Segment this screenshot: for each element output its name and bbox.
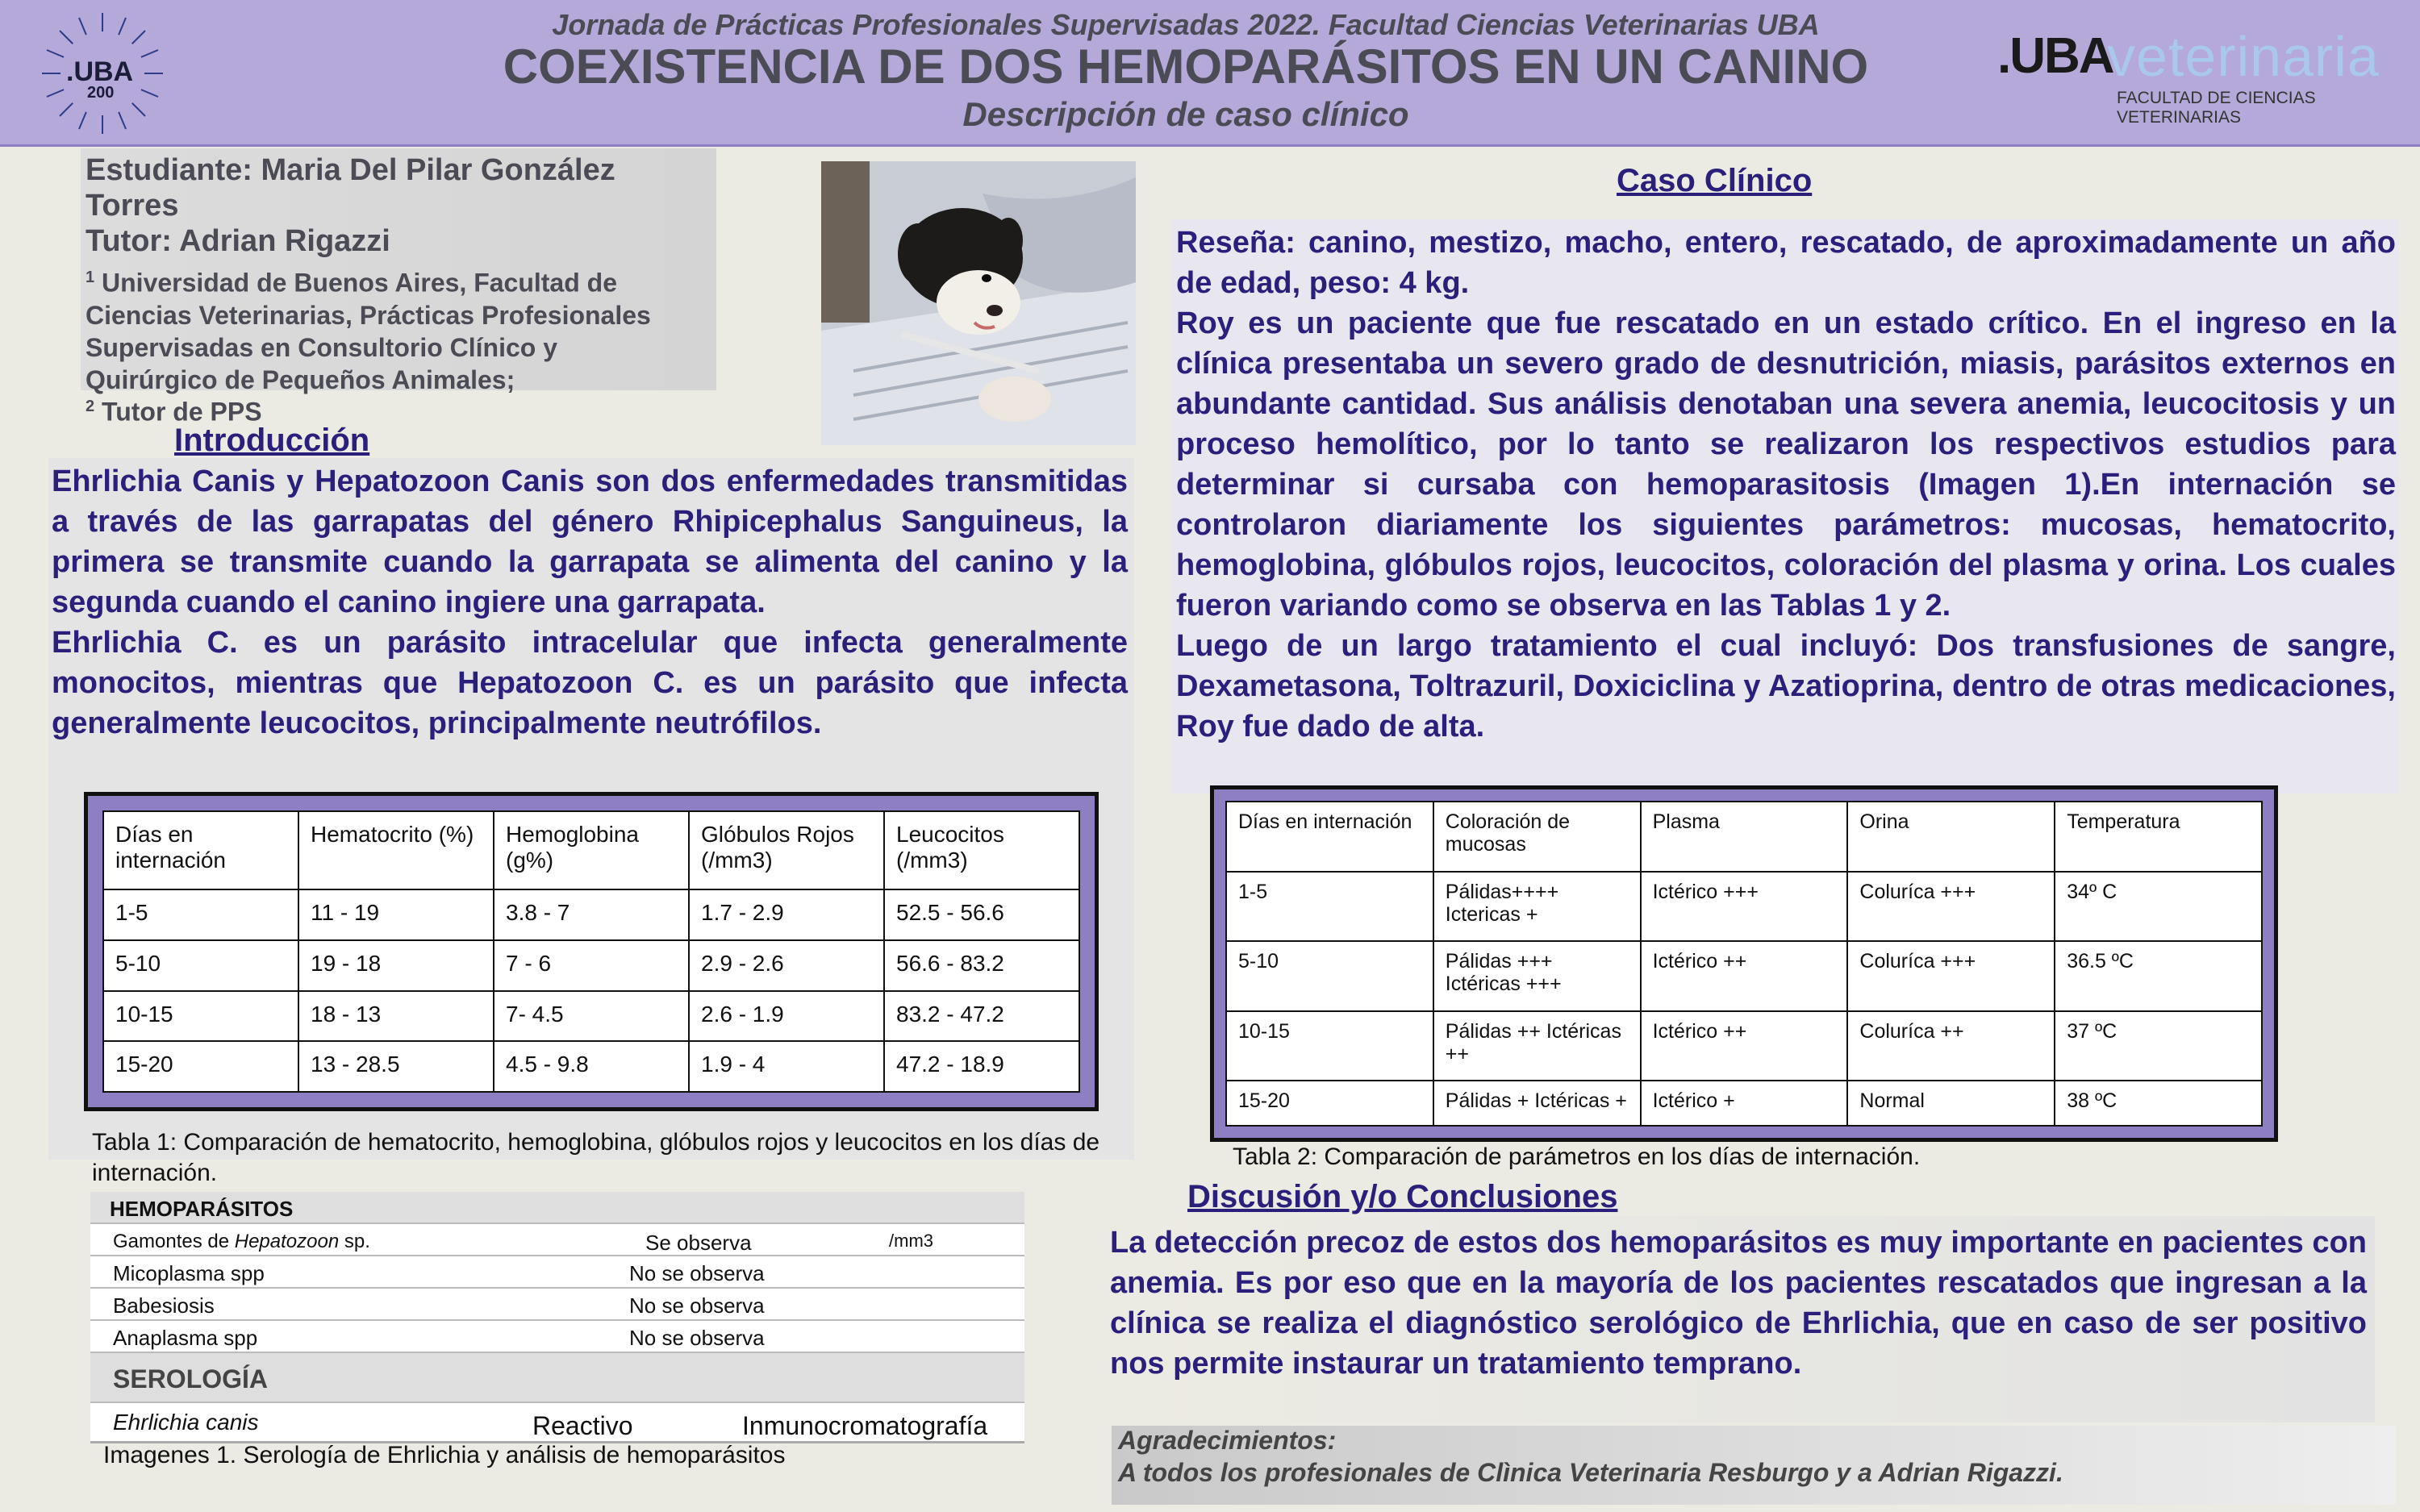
table-cell: 11 - 19 [298, 889, 494, 940]
hemo-section-title: HEMOPARÁSITOS [110, 1197, 294, 1221]
serology-method: Inmunocromatografía [742, 1411, 988, 1440]
affiliation-2-text: Tutor de PPS [102, 397, 262, 427]
table-cell: 15-20 [103, 1041, 298, 1092]
student-name: Estudiante: Maria Del Pilar González [86, 153, 615, 187]
table-row [1226, 872, 2262, 942]
table-row [1226, 941, 2262, 1011]
table-1 [102, 810, 1080, 1093]
acknowledgements-title: Agradecimientos: [1118, 1426, 1337, 1455]
serology-test-name: Ehrlichia canis [113, 1410, 259, 1435]
table-2 [1225, 801, 2263, 1127]
affiliation-1-line-4: Quirúrgico de Pequeños Animales; [86, 364, 515, 394]
table-1-header-cell: Días en internación [103, 811, 298, 889]
table-cell: 37 ºC [2055, 1011, 2262, 1081]
case-paragraph-2: Roy es un paciente que fue rescatado en un estado crítico. En el ingreso en la clínica presentaba un severo grado de desnutrición, miasis, parásitos externos en abundante cantidad. Sus análisis denotaban una severa anemia, leucocitosis y un proceso hemolítico, por lo tanto se realizaron los respectivos estudios para determinar si cursaba con hemoparasitosis (Imagen 1).En internación se controlaron diariamente los siguientes parámetros: mucosas, hematocrito, hemoglobina, glóbulos rojos, leucocitos, coloración del plasma y orina. Los cuales fueron variando como se observa en las Tablas 1 y 2. [1176, 306, 2396, 623]
intro-paragraph-2: Ehrlichia C. es un parásito intracelular que infecta generalmente monocitos, mientras que Hepatozoon C. es un parásito que infecta generalmente leucocitos, principalmente neutrófilos. [52, 626, 1128, 740]
table-cell: Ictérico + [1641, 1081, 1848, 1126]
case-paragraph-3: Luego de un largo tratamiento el cual incluyó: Dos transfusiones de sangre, Dexametasona, Toltrazuril, Doxiciclina y Azatioprina, dentro de otras medicaciones, Roy fue dado de alta. [1176, 629, 2396, 744]
table-2-caption: Tabla 2: Comparación de parámetros en los días de internación. [1233, 1143, 1921, 1170]
table-cell: 83.2 - 47.2 [884, 991, 1079, 1042]
table-1-header-row [103, 811, 1079, 889]
dog-photo [821, 161, 1136, 445]
affiliation-2-marker: 2 [86, 398, 95, 415]
table-2-header-cell: Plasma [1641, 802, 1848, 872]
hemo-row [90, 1321, 1024, 1353]
table-cell: Ictérico +++ [1641, 872, 1848, 942]
table-cell: 15-20 [1226, 1081, 1433, 1126]
table-cell: 38 ºC [2055, 1081, 2262, 1126]
table-cell: 34º C [2055, 872, 2262, 942]
table-1-header-cell: Glóbulos Rojos (/mm3) [689, 811, 884, 889]
table-row [1226, 1081, 2262, 1126]
table-row [103, 1041, 1079, 1092]
table-cell: 1-5 [1226, 872, 1433, 942]
table-cell: 10-15 [103, 991, 298, 1042]
table-2-header-cell: Días en internación [1226, 802, 1433, 872]
table-2-header-cell: Coloración de mucosas [1433, 802, 1641, 872]
intro-text [52, 461, 1128, 744]
conclusions-heading: Discusión y/o Conclusiones [1187, 1179, 1618, 1214]
hemo-row-name: Babesiosis [113, 1293, 215, 1318]
table-cell: 7 - 6 [494, 940, 689, 991]
table-row [1226, 1011, 2262, 1081]
uba-logo-number: 200 [87, 84, 115, 102]
poster-subtitle: Descripción de caso clínico [962, 95, 1409, 133]
table-row [103, 991, 1079, 1042]
hemo-row-unit: /mm3 [889, 1231, 933, 1251]
table-cell: 10-15 [1226, 1011, 1433, 1081]
case-paragraph-1: Reseña: canino, mestizo, macho, entero, rescatado, de aproximadamente un año de edad, peso: 4 kg. [1176, 226, 2396, 300]
table-cell: 3.8 - 7 [494, 889, 689, 940]
table-cell: Coluríca +++ [1847, 941, 2055, 1011]
table-cell: 5-10 [103, 940, 298, 991]
intro-paragraph-1: Ehrlichia Canis y Hepatozoon Canis son dos enfermedades transmitidas a través de las garrapatas del género Rhipicephalus Sanguineus, la primera se transmite cuando la garrapata se alimenta del canino y la segunda cuando el canino ingiere una garrapata. [52, 464, 1128, 619]
hemo-row [90, 1224, 1024, 1256]
uba-veterinaria-logo-uba: .UBA [1997, 28, 2113, 84]
affiliation-1-line-1: Universidad de Buenos Aires, Facultad de [102, 268, 617, 298]
table-row [103, 889, 1079, 940]
serology-row [90, 1403, 1024, 1443]
images-1-caption: Imagenes 1. Serología de Ehrlichia y análisis de hemoparásitos [103, 1442, 786, 1468]
table-2-header-cell: Temperatura [2055, 802, 2262, 872]
table-cell: 47.2 - 18.9 [884, 1041, 1079, 1092]
hemo-row-result: No se observa [629, 1293, 765, 1318]
affiliation-1-marker: 1 [86, 269, 95, 286]
table-cell: Pálidas +++ Ictéricas +++ [1433, 941, 1641, 1011]
hemo-row-name: Gamontes de Hepatozoon sp. [113, 1231, 370, 1252]
student-surname: Torres [86, 189, 179, 223]
table-cell: 2.9 - 2.6 [689, 940, 884, 991]
table-cell: 5-10 [1226, 941, 1433, 1011]
table-cell: 52.5 - 56.6 [884, 889, 1079, 940]
table-1-frame [84, 792, 1099, 1111]
event-name: Jornada de Prácticas Profesionales Supervisadas 2022. Facultad Ciencias Veterinarias UBA [552, 8, 1820, 41]
poster-title: COEXISTENCIA DE DOS HEMOPARÁSITOS EN UN CANINO [503, 40, 1869, 94]
table-cell: Pálidas ++ Ictéricas ++ [1433, 1011, 1641, 1081]
hemoparasites-results-image [90, 1192, 1024, 1443]
hemo-row-result: Se observa [645, 1231, 752, 1255]
table-cell: Normal [1847, 1081, 2055, 1126]
table-cell: 19 - 18 [298, 940, 494, 991]
table-2-header-cell: Orina [1847, 802, 2055, 872]
table-cell: Pálidas + Ictéricas + [1433, 1081, 1641, 1126]
table-cell: 18 - 13 [298, 991, 494, 1042]
table-row [103, 940, 1079, 991]
table-1-header-cell: Hemoglobina (g%) [494, 811, 689, 889]
table-cell: 4.5 - 9.8 [494, 1041, 689, 1092]
table-1-header-cell: Hematocrito (%) [298, 811, 494, 889]
table-cell: Coluríca +++ [1847, 872, 2055, 942]
table-cell: 13 - 28.5 [298, 1041, 494, 1092]
table-cell: 2.6 - 1.9 [689, 991, 884, 1042]
hemo-row [90, 1289, 1024, 1321]
hemo-section-header [90, 1192, 1024, 1224]
table-cell: 56.6 - 83.2 [884, 940, 1079, 991]
serology-section-header [90, 1353, 1024, 1403]
table-cell: Ictérico ++ [1641, 1011, 1848, 1081]
conclusions-text: La detección precoz de estos dos hemoparásitos es muy importante en pacientes con anemia. Es por eso que en la mayoría de los pacientes rescatados que ingresan a la clínica se realiza el diagnóstico serológico de Ehrlichia, que en caso de ser positivo nos permite instaurar un tratamiento temprano. [1110, 1226, 2367, 1381]
tutor-name: Tutor: Adrian Rigazzi [86, 224, 390, 258]
hemo-row [90, 1256, 1024, 1289]
hemo-row-name: Micoplasma spp [113, 1261, 265, 1285]
affiliation-1 [86, 261, 651, 396]
uba-veterinaria-logo-word: veterinaria [2107, 25, 2380, 88]
table-cell: Ictérico ++ [1641, 941, 1848, 1011]
uba-logo-text: .UBA [66, 56, 134, 87]
hemo-row-result: No se observa [629, 1261, 765, 1285]
case-heading: Caso Clínico [1617, 163, 1813, 198]
affiliation-1-line-3: Supervisadas en Consultorio Clínico y [86, 332, 558, 362]
table-cell: 1.9 - 4 [689, 1041, 884, 1092]
hemo-row-result: No se observa [629, 1326, 765, 1350]
table-cell: Pálidas++++ Ictericas + [1433, 872, 1641, 942]
affiliation-1-line-2: Ciencias Veterinarias, Prácticas Profesionales [86, 300, 651, 330]
serology-section-title: SEROLOGÍA [113, 1364, 269, 1393]
table-cell: 1-5 [103, 889, 298, 940]
table-1-header-cell: Leucocitos (/mm3) [884, 811, 1079, 889]
table-1-caption: Tabla 1: Comparación de hematocrito, hemoglobina, glóbulos rojos y leucocitos en los días de internación. [92, 1129, 1100, 1186]
table-cell: 36.5 ºC [2055, 941, 2262, 1011]
table-2-header-row [1226, 802, 2262, 872]
hemo-row-name: Anaplasma spp [113, 1326, 258, 1350]
uba-veterinaria-logo-faculty: FACULTAD DE CIENCIAS VETERINARIAS [2117, 89, 2316, 127]
table-cell: 7- 4.5 [494, 991, 689, 1042]
table-2-frame [1210, 785, 2278, 1142]
case-text [1176, 223, 2396, 747]
intro-heading: Introducción [174, 423, 370, 458]
acknowledgements-text: A todos los profesionales de Clìnica Veterinaria Resburgo y a Adrian Rigazzi. [1118, 1458, 2063, 1487]
serology-result: Reactivo [532, 1411, 633, 1440]
table-cell: Coluríca ++ [1847, 1011, 2055, 1081]
table-cell: 1.7 - 2.9 [689, 889, 884, 940]
